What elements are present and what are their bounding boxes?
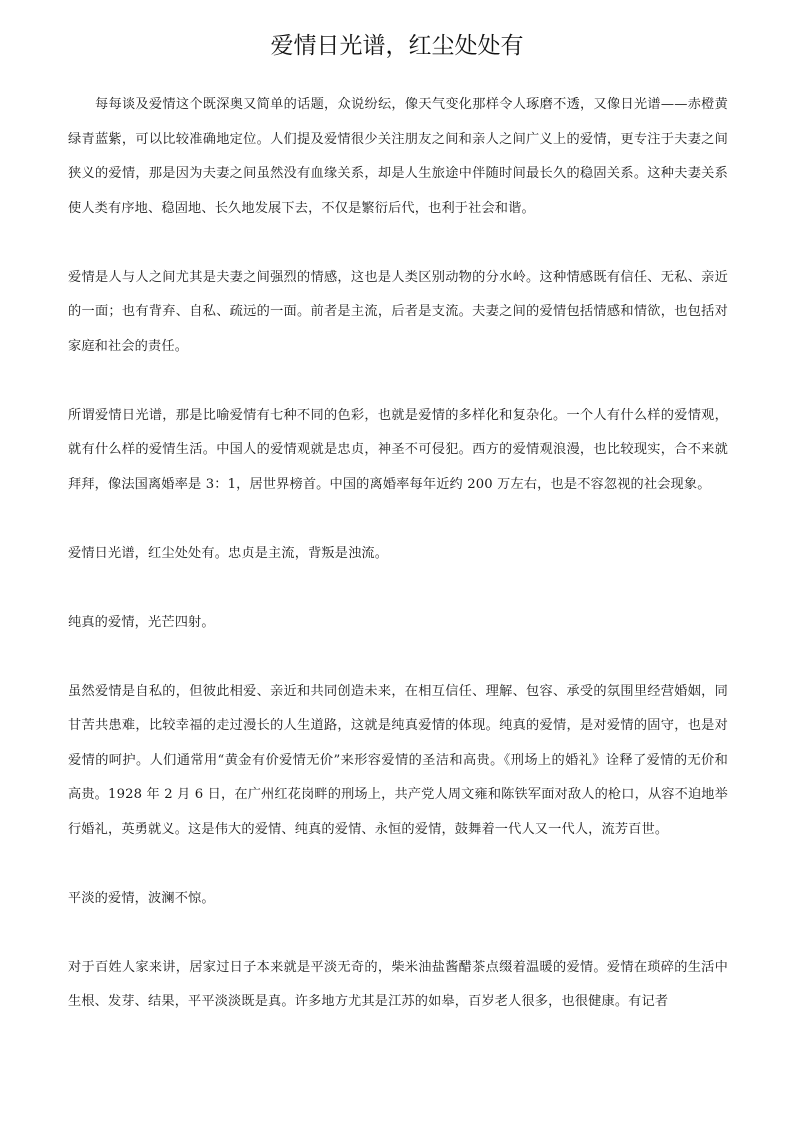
paragraph-summary: 爱情日光谱，红尘处处有。忠贞是主流，背叛是浊流。 [68,545,389,561]
paragraph-spectrum: 所谓爱情日光谱，那是比喻爱情有七种不同的色彩，也就是爱情的多样化和复杂化。一个人有什么样的爱情观，就有什么样的爱情生活。中国人的爱情观就是忠贞，神圣不可侵犯。西方的爱情观浪漫，也比较现实，合不来就拜拜，像法国离婚率是 3：1，居世界榜首。中国的离婚率每年近约 200 万左右，也是不容忽视的社会现象。 [68,407,728,492]
paragraph-heading-plain-love: 平淡的爱情，波澜不惊。 [68,890,215,906]
paragraph-heading-pure-love: 纯真的爱情，光芒四射。 [68,614,215,630]
page-title: 爱情日光谱，红尘处处有 [270,33,524,59]
document-body [68,88,728,1020]
paragraph-plain-love: 对于百姓人家来讲，居家过日子本来就是平淡无奇的，柴米油盐酱醋茶点缀着温暖的爱情。爱情在琐碎的生活中生根、发芽、结果，平平淡淡既是真。许多地方尤其是江苏的如皋，百岁老人很多，也很健康。有记者 [68,959,728,1009]
paragraph-definition: 爱情是人与人之间尤其是夫妻之间强烈的情感，这也是人类区别动物的分水岭。这种情感既有信任、无私、亲近的一面；也有背弃、自私、疏远的一面。前者是主流，后者是支流。夫妻之间的爱情包括情感和情欲，也包括对家庭和社会的责任。 [68,269,728,354]
paragraph-pure-love: 虽然爱情是自私的，但彼此相爱、亲近和共同创造未来，在相互信任、理解、包容、承受的氛围里经营婚姻，同甘苦共患难，比较幸福的走过漫长的人生道路，这就是纯真爱情的体现。纯真的爱情，是对爱情的固守，也是对爱情的呵护。人们通常用“黄金有价爱情无价”来形容爱情的圣洁和高贵。《刑场上的婚礼》诠释了爱情的无价和高贵。1928 年 2 月 6 日，在广州红花岗畔的刑场上，共产党人周文雍和陈铁军面对敌人的枪口，从容不迫地举行婚礼，英勇就义。这是伟大的爱情、纯真的爱情、永恒的爱情，鼓舞着一代人又一代人，流芳百世。 [68,683,728,837]
paragraph-intro: 每每谈及爱情这个既深奥又简单的话题，众说纷纭，像天气变化那样令人琢磨不透，又像日光谱——赤橙黄绿青蓝紫，可以比较准确地定位。人们提及爱情很少关注朋友之间和亲人之间广义上的爱情，更专注于夫妻之间狭义的爱情，那是因为夫妻之间虽然没有血缘关系，却是人生旅途中伴随时间最长久的稳固关系。这种夫妻关系使人类有序地、稳固地、长久地发展下去，不仅是繁衍后代，也利于社会和谐。 [68,97,728,216]
